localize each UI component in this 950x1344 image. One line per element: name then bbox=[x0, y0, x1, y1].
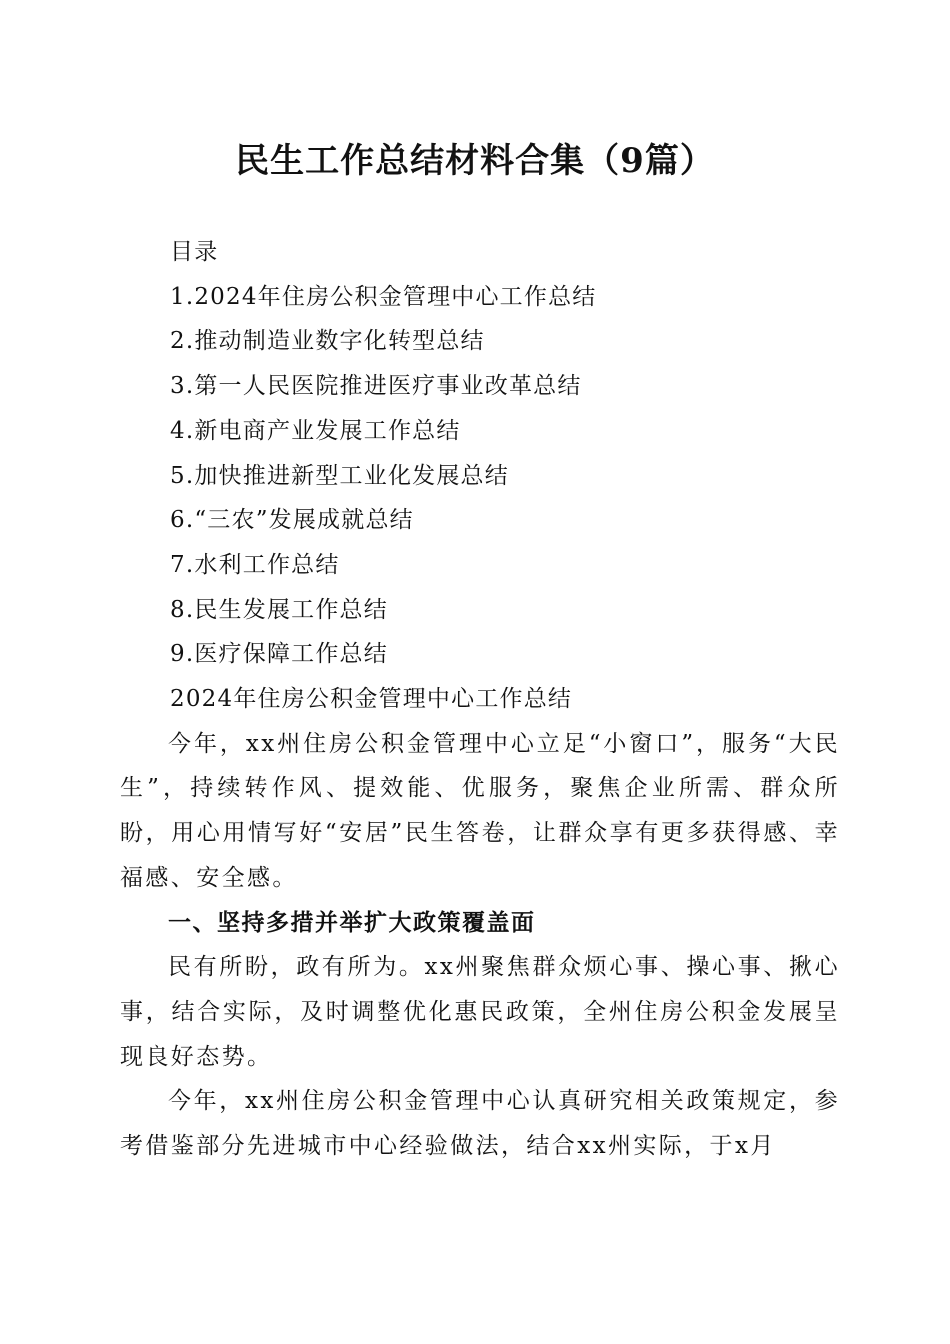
toc-item: 2.推动制造业数字化转型总结 bbox=[170, 328, 485, 355]
toc-item: 6.“三农”发展成就总结 bbox=[170, 507, 414, 534]
document-body bbox=[120, 230, 840, 1169]
table-of-contents bbox=[120, 275, 840, 677]
toc-item: 5.加快推进新型工业化发展总结 bbox=[170, 462, 509, 489]
toc-heading: 目录 bbox=[170, 239, 219, 265]
section-heading: 一、坚持多措并举扩大政策覆盖面 bbox=[168, 909, 536, 936]
document-title: 民生工作总结材料合集（9篇） bbox=[235, 141, 715, 181]
toc-item: 8.民生发展工作总结 bbox=[170, 596, 388, 623]
section-paragraph: 民有所盼，政有所为。xx州聚焦群众烦心事、操心事、揪心事，结合实际，及时调整优化惠民政策，全州住房公积金发展呈现良好态势。 bbox=[120, 954, 840, 1070]
article-title: 2024年住房公积金管理中心工作总结 bbox=[170, 686, 573, 713]
toc-item: 9.医疗保障工作总结 bbox=[170, 641, 388, 668]
toc-item: 7.水利工作总结 bbox=[170, 551, 340, 578]
section-paragraph: 今年，xx州住房公积金管理中心认真研究相关政策规定，参考借鉴部分先进城市中心经验做法，结合xx州实际，于x月 bbox=[120, 1088, 840, 1160]
toc-item: 3.第一人民医院推进医疗事业改革总结 bbox=[170, 373, 582, 400]
toc-item: 1.2024年住房公积金管理中心工作总结 bbox=[170, 283, 597, 310]
toc-item: 4.新电商产业发展工作总结 bbox=[170, 417, 461, 444]
intro-paragraph: 今年，xx州住房公积金管理中心立足“小窗口”，服务“大民生”，持续转作风、提效能、优服务，聚焦企业所需、群众所盼，用心用情写好“安居”民生答卷，让群众享有更多获得感、幸福感、安全感。 bbox=[120, 730, 840, 891]
